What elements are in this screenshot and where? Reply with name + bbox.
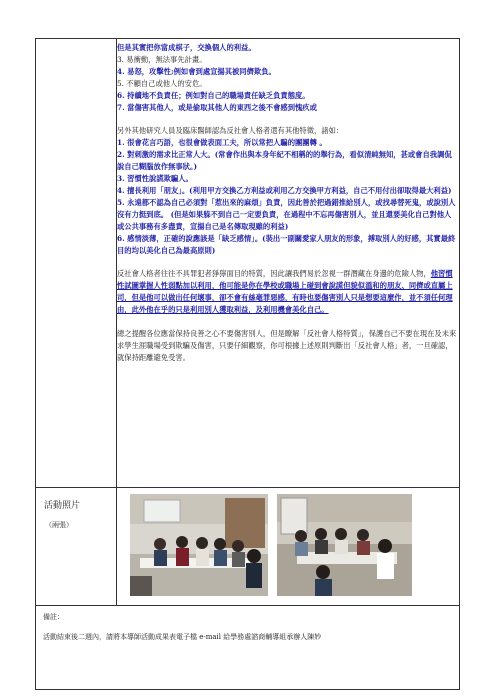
trait-item: 1. 很會花言巧語，也很會做表面工夫，所以常把人騙的團團轉 。 <box>117 138 327 148</box>
row-divider <box>36 605 459 606</box>
photos-sublabel: （兩張） <box>45 521 73 529</box>
list-item: 但是其實把你當成棋子，交換個人的利益。 <box>117 43 256 52</box>
traits-intro: 另外其他研究人員及臨床醫師認為反社會人格者還有其他特徵，諸如： <box>117 126 344 136</box>
warning-paragraph <box>117 268 457 316</box>
conclusion-paragraph: 總之提醒各位應當保持良善之心不要傷害別人，但是瞭解「反社會人格特質」，保護自己不要在現在及未來求學生涯職場受到欺騙及傷害，只要仔細觀察，你可根據上述原則判斷出「反社會人格」者，一旦確認，就保持距離避免受害。 <box>117 329 457 362</box>
list-item: 5. 不顧自己或他人的安危。 <box>117 78 207 88</box>
list-item: 3. 易衝動，無法事先計畫。 <box>117 54 207 64</box>
classroom-photo-image <box>130 494 268 596</box>
list-item: 7. 當傷害其他人，或是偷取其他人的東西之後不會感到愧疚或 <box>117 102 317 112</box>
trait-item: 4. 擅長利用「朋友」。(利用甲方交換乙方利益或利用乙方交換甲方利益，自己不用付出卻取得最大利益) <box>117 185 452 195</box>
list-top <box>117 42 457 113</box>
trait-item: 3. 習慣性說謊欺騙人。 <box>117 174 193 184</box>
row-divider <box>36 487 459 488</box>
warning-emphasis: 他習慣性試圖掌握人性弱點加以利用，他可能是你在學校或職場上碰到會說謊但貌似溫和的朋友、同儕或直屬上司，但是他可以做出任何壞事，卻不會有絲毫罪惡感，有時也要傷害別人只是想要這麼作，並不須任何理由，此外他在乎的只是利用別人獲取利益，及利用機會美化自己。 <box>117 269 453 315</box>
photos-label: 活動照片 <box>44 501 81 511</box>
warning-plain: 反社會人格者往往不具罪犯者猙獰面目的特質，因此讓我們易於忽視一群潛藏在身邊的危險人物， <box>117 269 431 279</box>
trait-item: 2. 對刺激的需求比正常人大。(常會作出與本身年紀不相稱的的舉行為，看似清純無知，甚或會自我調侃說自己糊腦放作無事狀。) <box>117 150 452 172</box>
list-item: 4. 易怒，攻擊性;例如會到處宣揚其被同儕欺負。 <box>117 66 276 76</box>
trait-item: 5. 永遠都不認為自己必須對「惹出來的麻煩」負責，因此善於把過錯推給別人，或找尋替死鬼，或說別人沒有力挺到底。 (但是如果躲不到自己一定要負責，在過程中不忘再傷害別人，並且還要美化自己對他人或公共事務有多盡責，宣揚自己是名傳取現雖的利益) <box>117 197 456 231</box>
content-cell <box>117 42 457 364</box>
traits-list <box>117 137 457 256</box>
trait-item: 6. 感情淡薄，正確的說應該是「缺乏感情」。(裝出一副關愛家人朋友的形象，搏取別人的好感，其實最終目的均以美化自己為最高原則) <box>117 233 456 255</box>
remarks-text: 活動結束後二週內，請將本導師活動成果表電子檔 e-mail 給學務處諮商輔導組承辦人陳妙 <box>43 633 322 641</box>
activity-photo-1 <box>130 494 268 596</box>
meeting-photo-image <box>277 494 412 596</box>
activity-photo-2 <box>277 494 412 596</box>
list-item: 6. 持續地不負責任；例如對自己的職場責任缺乏負責態度。 <box>117 90 310 100</box>
remarks-title: 備註： <box>43 613 64 621</box>
